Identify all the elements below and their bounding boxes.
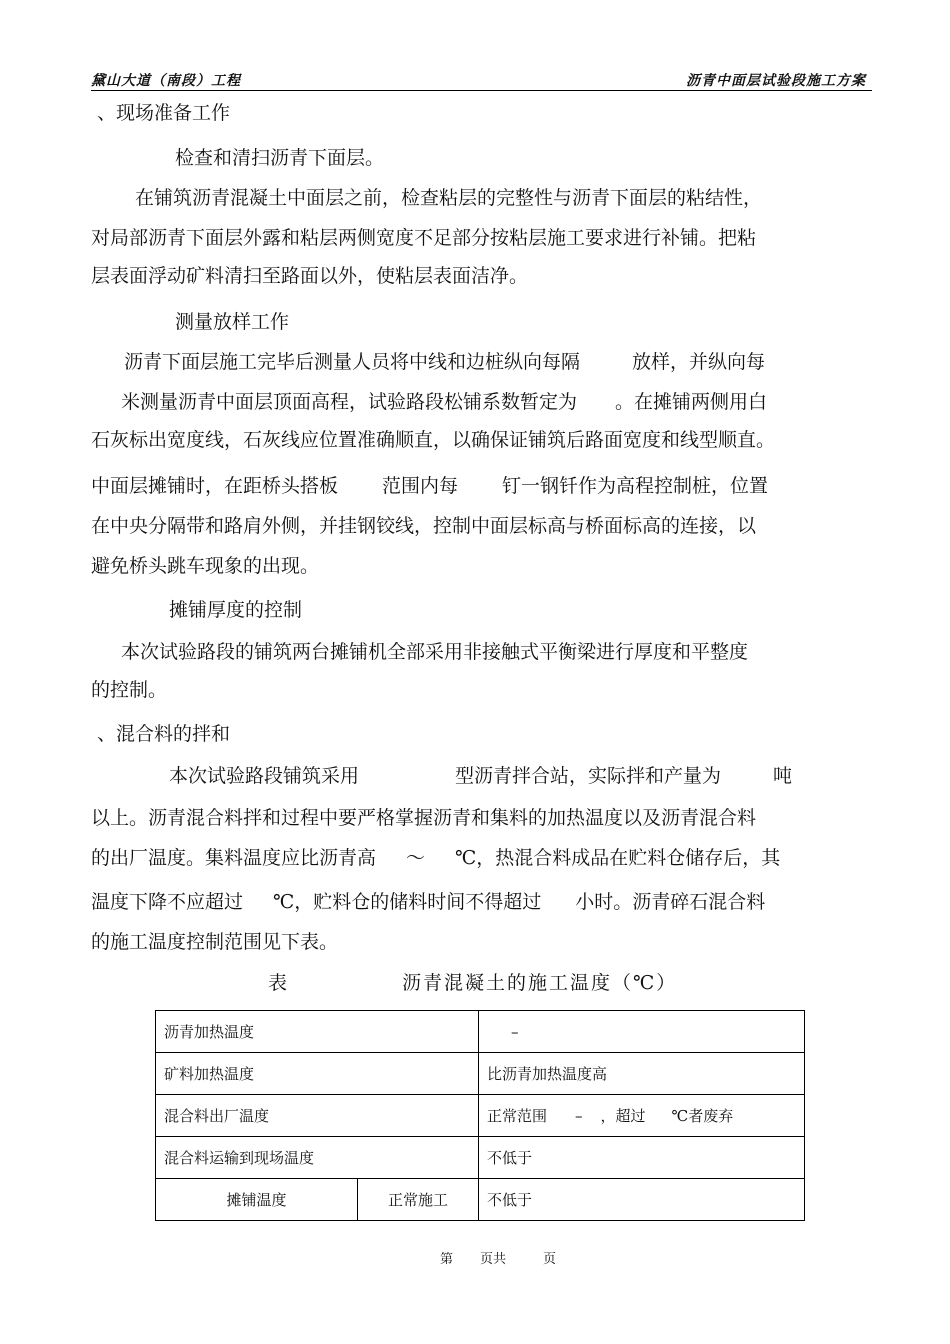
paragraph-line [121,385,767,419]
temperature-table [155,1010,805,1221]
paragraph-line [91,841,780,875]
text-segment: 放样，并纵向每 [632,351,766,373]
table-cell [479,1011,805,1053]
section-heading: 、混合料的拌和 [97,723,231,745]
table-cell: 不低于 [479,1179,805,1221]
table-row [156,1179,805,1221]
text-segment: – [511,1022,519,1041]
paragraph-line: 以上。沥青混合料拌和过程中要严格掌握沥青和集料的加热温度以及沥青混合料 [91,807,757,829]
table-cell: 混合料运输到现场温度 [156,1137,479,1179]
paragraph-line: 在铺筑沥青混凝土中面层之前，检查粘层的完整性与沥青下面层的粘结性， [135,187,763,209]
table-row [156,1011,805,1053]
text-segment: 吨 [773,765,793,787]
table-cell: 矿料加热温度 [156,1053,479,1095]
text-segment: 温度下降不应超过 [91,891,244,913]
paragraph-line: 石灰标出宽度线，石灰线应位置准确顺直，以确保证铺筑后路面宽度和线型顺直。 [91,429,776,451]
section-heading: 、现场准备工作 [97,102,231,124]
text-segment: ，超过 [600,1107,646,1125]
subsection-heading: 测量放样工作 [175,311,290,333]
text-segment: ℃者废弃 [671,1107,734,1125]
table-row [156,1053,805,1095]
paragraph-line [124,345,765,379]
table-row [156,1095,805,1137]
table-cell: 摊铺温度 [156,1179,358,1221]
caption-title: 沥青混凝土的施工温度（℃） [402,972,678,994]
page-header [91,68,872,91]
text-segment: ℃，热混合料成品在贮料仓储存后，其 [455,847,781,869]
text-segment: 小时。沥青碎石混合料 [575,891,766,913]
text-segment: 本次试验路段铺筑采用 [169,765,360,787]
table-cell: 正常施工 [358,1179,479,1221]
paragraph-line: 在中央分隔带和路肩外侧，并挂钢铰线，控制中面层标高与桥面标高的连接，以 [91,515,757,537]
text-segment: 正常范围 [487,1107,548,1125]
text-segment: – [575,1107,583,1125]
subsection-heading: 摊铺厚度的控制 [169,599,303,621]
footer-page-suffix: 页 [543,1252,557,1267]
text-segment: 型沥青拌合站，实际拌和产量为 [455,765,722,787]
paragraph-line [91,469,768,503]
paragraph-line: 对局部沥青下面层外露和粘层两侧宽度不足部分按粘层施工要求进行补铺。把粘 [91,227,757,249]
table-cell: 沥青加热温度 [156,1011,479,1053]
footer-page-prefix: 第 [440,1252,454,1267]
text-segment: 范围内每 [382,475,459,497]
footer-page-mid: 页共 [480,1252,507,1267]
header-project-title: 黛山大道（南段）工程 [91,73,241,89]
header-document-title: 沥青中面层试验段施工方案 [686,73,866,89]
paragraph-line: 避免桥头跳车现象的出现。 [91,555,320,577]
text-segment: 钉一钢钎作为高程控制桩，位置 [502,475,769,497]
paragraph-line: 本次试验路段的铺筑两台摊铺机全部采用非接触式平衡梁进行厚度和平整度 [121,641,749,663]
text-segment: ℃，贮料仓的储料时间不得超过 [273,891,542,913]
table-cell: 混合料出厂温度 [156,1095,479,1137]
table-cell: 不低于 [479,1137,805,1179]
paragraph-line: 的控制。 [91,679,168,701]
text-segment: 的出厂温度。集料温度应比沥青高 [91,847,377,869]
text-segment: 中面层摊铺时，在距桥头搭板 [91,475,339,497]
paragraph-line: 层表面浮动矿料清扫至路面以外，使粘层表面洁净。 [91,265,529,287]
caption-label: 表 [268,972,290,994]
paragraph-line [169,759,792,793]
text-segment: 沥青下面层施工完毕后测量人员将中线和边桩纵向每隔 [124,351,581,373]
table-cell: 比沥青加热温度高 [479,1053,805,1095]
paragraph-line [91,885,765,919]
table-cell [479,1095,805,1137]
text-segment: 米测量沥青中面层顶面高程，试验路段松铺系数暂定为 [121,391,578,413]
paragraph-line: 的施工温度控制范围见下表。 [91,931,339,953]
subsection-heading: 检查和清扫沥青下面层。 [175,147,385,169]
text-segment: ～ [406,847,426,869]
text-segment: 。在摊铺两侧用白 [615,391,768,413]
table-row [156,1137,805,1179]
